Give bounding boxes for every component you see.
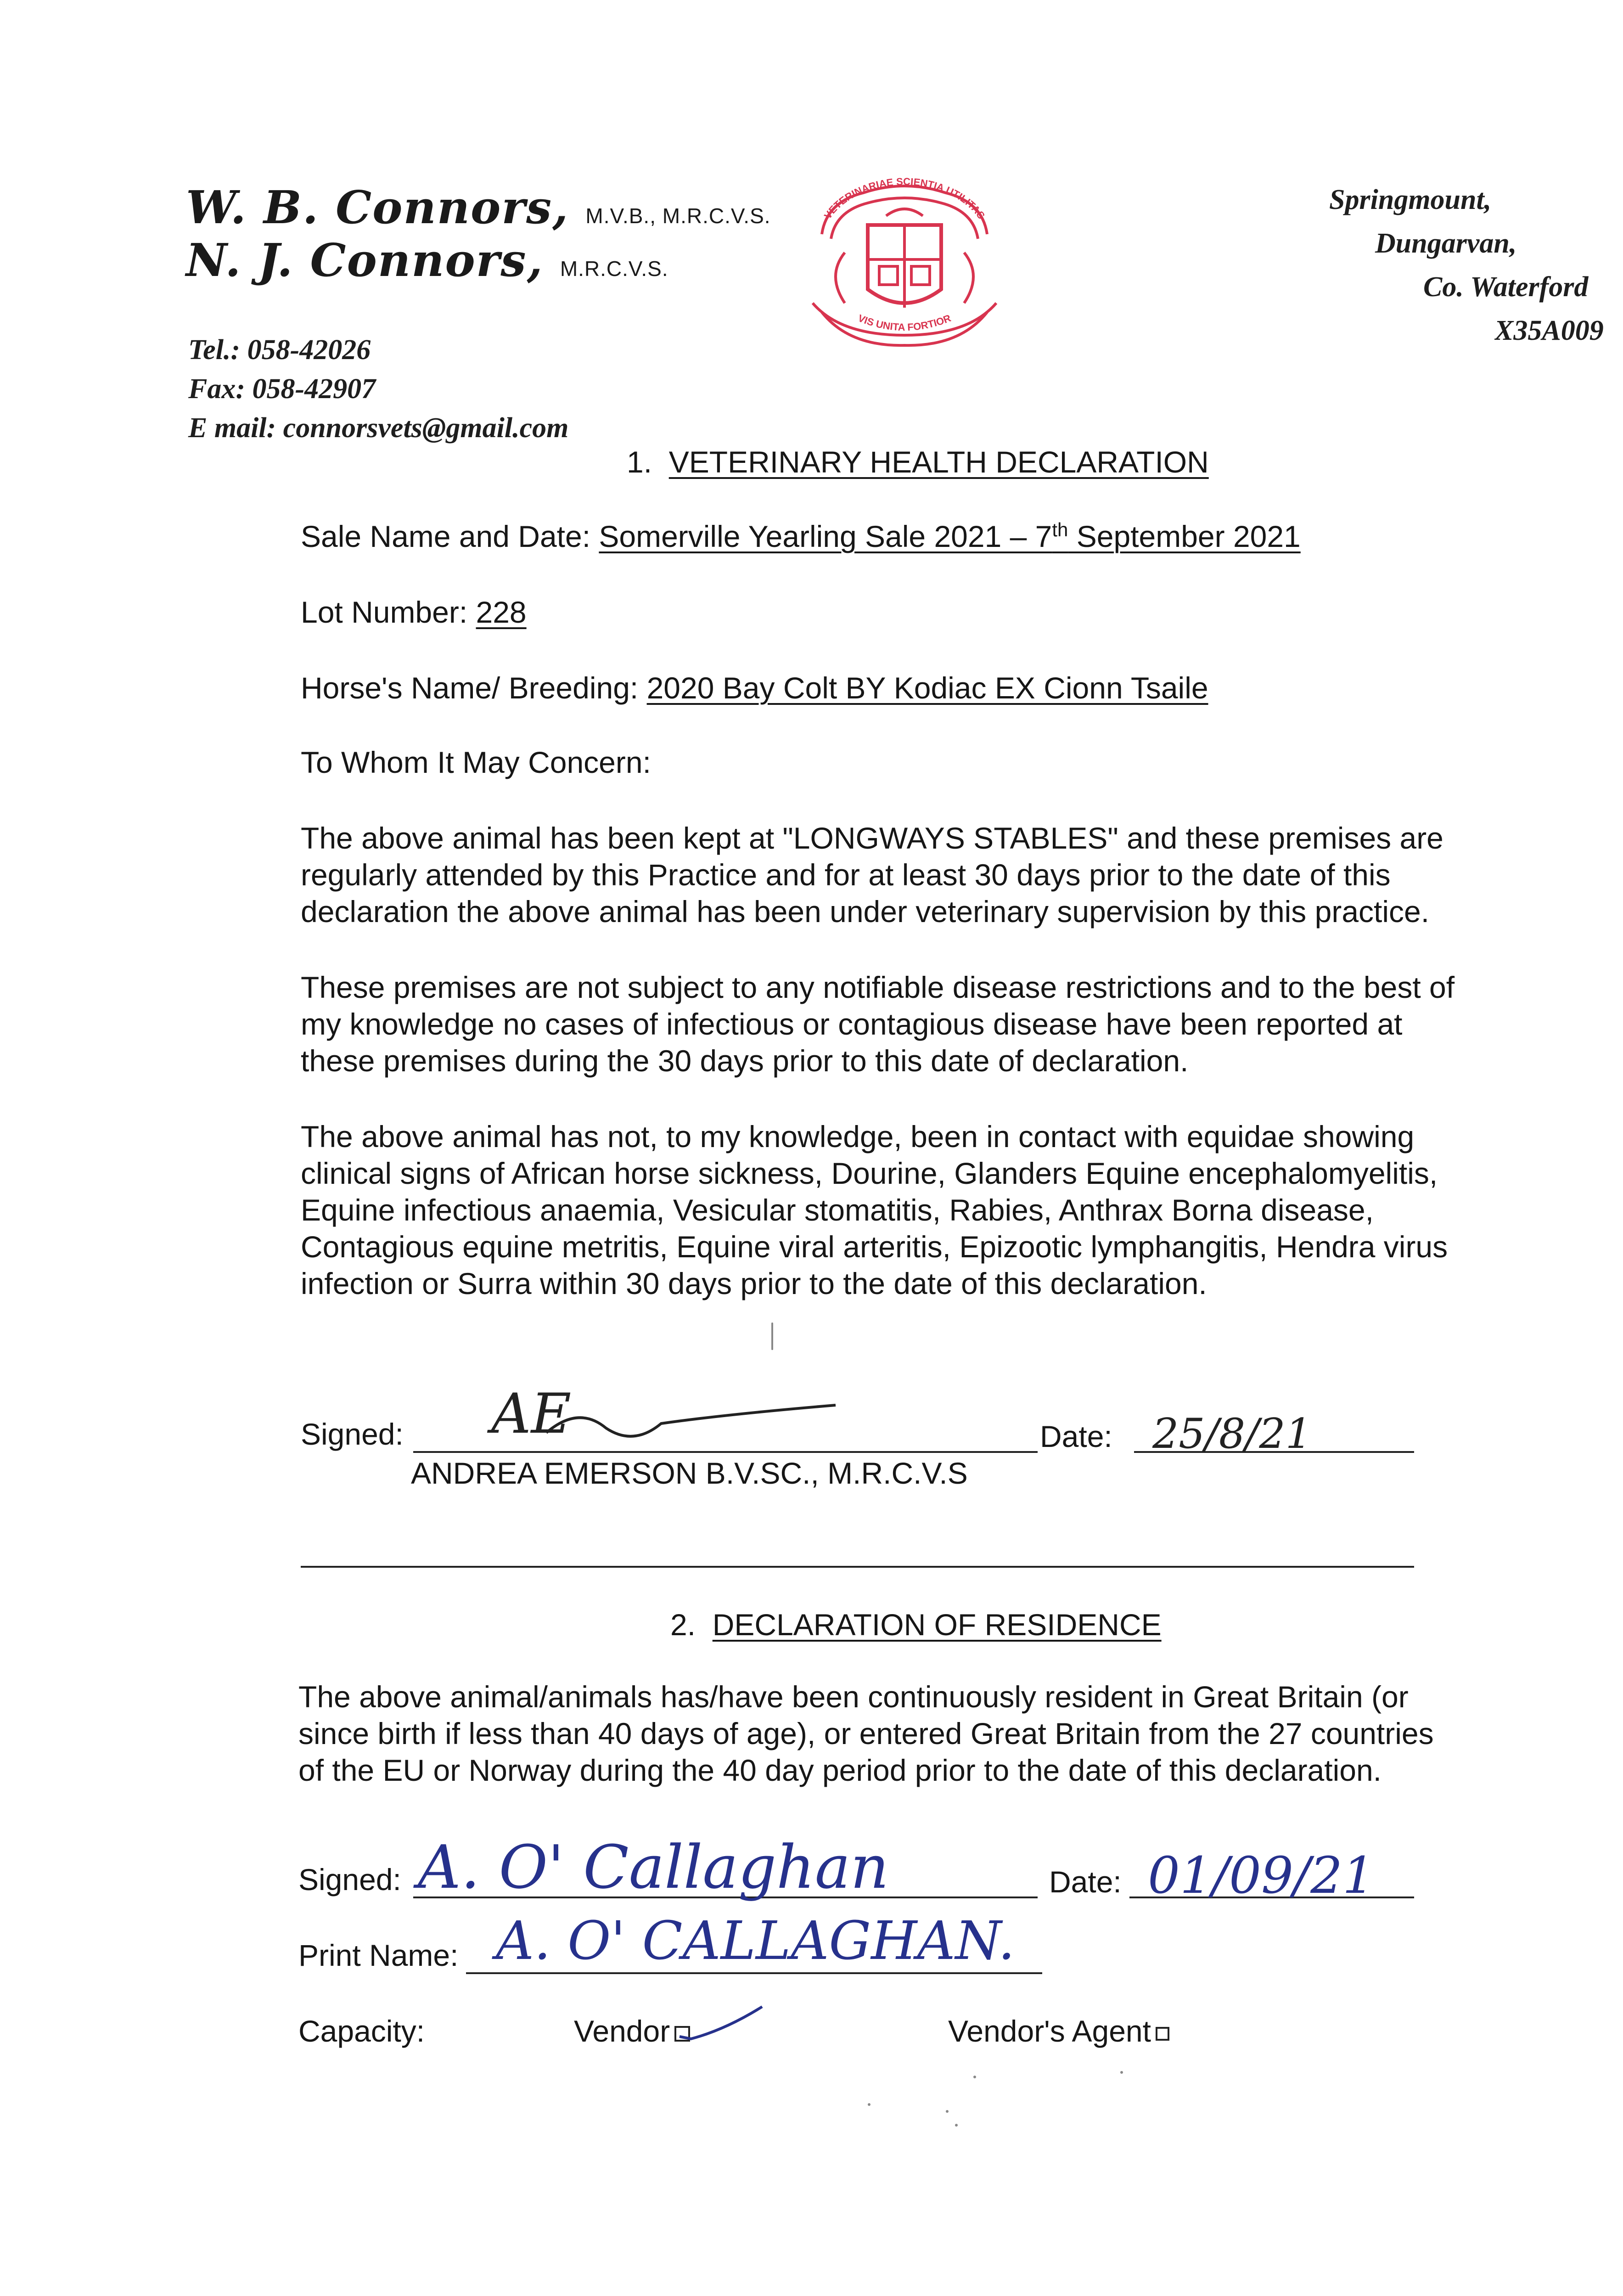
lot-label: Lot Number: [301, 595, 468, 629]
vendor-date-value: 01/09/21 [1148, 1846, 1375, 1905]
sale-name-line [301, 519, 1301, 554]
vendor-signature: A. O' Callaghan [418, 1832, 889, 1902]
vet-signature: AE [491, 1382, 572, 1446]
eircode: X35A009 [1494, 315, 1604, 346]
print-name-line [466, 1972, 1042, 1974]
section1-paragraph-2: These premises are not subject to any notifiable disease restrictions and to the best of my knowledge no cases of infectious or contagious disease have been reported at these premises during the 30 days prior to this date of declaration. [301, 970, 1455, 1078]
horse-value: 2020 Bay Colt BY Kodiac EX Cionn Tsaile [646, 671, 1208, 705]
scan-speck [973, 2076, 976, 2078]
address-line-3: Co. Waterford [1423, 271, 1589, 303]
scan-speck [946, 2110, 949, 2113]
sale-value: Somerville Yearling Sale 2021 – 7th September 2021 [599, 519, 1301, 553]
vet2-name-line [186, 234, 668, 287]
scan-speck [955, 2124, 958, 2127]
vendor-date-label: Date: [1049, 1865, 1122, 1899]
vet-signature-line [413, 1451, 1038, 1453]
section2-paragraph: The above animal/animals has/have been continuously resident in Great Britain (or since birth if less than 40 days of age), or entered Great Britain from the 27 countries of the EU or Norway during the 40 day period prior to the date of this declaration. [298, 1680, 1434, 1787]
horse-label: Horse's Name/ Breeding: [301, 671, 639, 705]
section1-paragraph-1: The above animal has been kept at "LONGWAYS STABLES" and these premises are regularly attended by this Practice and for at least 30 days prior to the date of this declaration the above animal has been under veterinary supervision by this practice. [301, 821, 1443, 929]
scan-speck [1120, 2071, 1123, 2074]
crest-motto-bottom: VIS UNITA FORTIOR [856, 312, 953, 333]
lot-number-line [301, 595, 527, 630]
section1-title: VETERINARY HEALTH DECLARATION [668, 445, 1209, 479]
vendors-agent-checkbox[interactable] [1156, 2027, 1169, 2041]
vet1-name-line [186, 181, 771, 234]
print-name-value: A. O' CALLAGHAN. [496, 1910, 1015, 1972]
vet-signed-label: Signed: [301, 1417, 404, 1451]
capacity-label: Capacity: [298, 2014, 425, 2048]
vet-signature-stroke [542, 1396, 845, 1451]
fax: Fax: 058-42907 [188, 373, 376, 405]
vet1-name: W. B. Connors, [186, 181, 569, 234]
print-name-label: Print Name: [298, 1938, 459, 1972]
salutation: To Whom It May Concern: [301, 745, 651, 779]
sale-label: Sale Name and Date: [301, 519, 591, 553]
section1-paragraph-3: The above animal has not, to my knowledge, been in contact with equidae showing clinical signs of African horse sickness, Dourine, Glanders Equine encephalomyelitis, Equine infectious anaemia, Vesicular stomatitis, Rabies, Anthrax Borna disease, Contagious equine metritis, Equine viral arteritis, Epizootic lymphangitis, Hendra virus infection or Surra within 30 days prior to the date of this declaration. [301, 1120, 1448, 1300]
address-line-1: Springmount, [1329, 184, 1492, 215]
vet-date-label: Date: [1040, 1419, 1112, 1453]
section1-heading [627, 445, 1209, 479]
vet2-qualifications: M.R.C.V.S. [560, 257, 668, 281]
section1-number: 1. [627, 445, 652, 479]
scan-speck [771, 1322, 773, 1350]
vet1-qualifications: M.V.B., M.R.C.V.S. [585, 204, 771, 228]
vet2-name: N. J. Connors, [186, 234, 544, 287]
horse-name-line [301, 670, 1208, 705]
section2-number: 2. [670, 1608, 696, 1642]
svg-text:VIS UNITA FORTIOR [856, 312, 952, 333]
email: E mail: connorsvets@gmail.com [188, 412, 569, 444]
lot-value: 228 [476, 595, 527, 629]
section2-title: DECLARATION OF RESIDENCE [712, 1608, 1162, 1642]
vendor-check-mark-icon [675, 2002, 767, 2048]
vendor-signed-label: Signed: [298, 1863, 401, 1896]
vendor-option[interactable] [574, 2014, 690, 2048]
crest-motto-top: VETERINARIAE SCIENTIA UTILITAS [821, 175, 988, 221]
section-divider [301, 1566, 1414, 1568]
vet-date-value: 25/8/21 [1152, 1410, 1312, 1458]
vendor-option-label: Vendor [574, 2014, 670, 2048]
address-line-2: Dungarvan, [1375, 228, 1517, 259]
vet-signatory-name: ANDREA EMERSON B.V.SC., M.R.C.V.S [411, 1456, 968, 1490]
vendors-agent-option-label: Vendor's Agent [948, 2014, 1151, 2048]
telephone: Tel.: 058-42026 [188, 334, 371, 366]
practice-crest-icon [794, 174, 1015, 358]
scan-speck [868, 2103, 870, 2106]
vendors-agent-option[interactable] [948, 2014, 1169, 2048]
section2-heading [670, 1607, 1162, 1642]
contact-block [188, 331, 568, 448]
